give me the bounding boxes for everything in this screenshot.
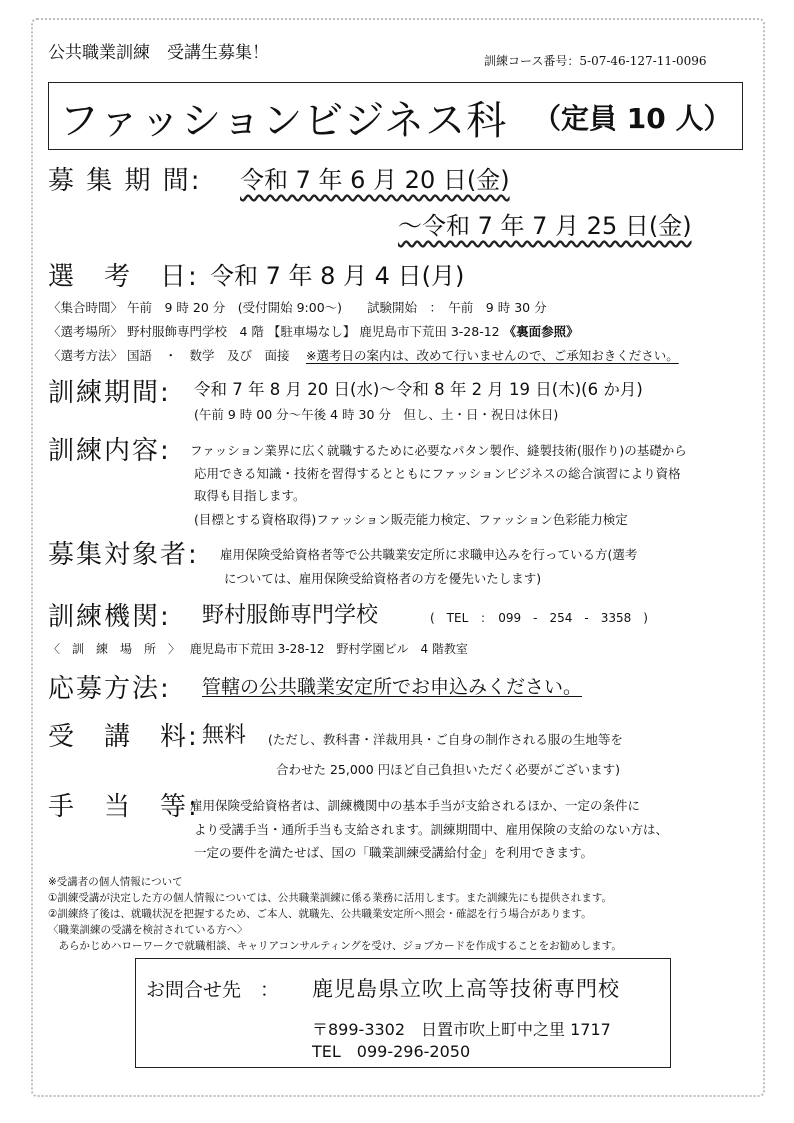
selection-date: 令和 7 年 8 月 4 日(月) (210, 262, 465, 290)
allowance-line: 一定の要件を満たせば、国の「職業訓練受講給付金」を利用できます。 (194, 845, 594, 860)
selection-method (48, 346, 679, 364)
allowance-line: より受講手当・通所手当も支給されます。訓練期間中、雇用保険の支給のない方は、 (194, 822, 669, 837)
institution-label: 訓練機関: (48, 602, 171, 632)
allowance-line: 雇用保険受給資格者は、訓練機関中の基本手当が支給されるほか、一定の条件に (190, 798, 641, 813)
advice-note: あらかじめハローワークで就職相談、キャリアコンサルティングを受け、ジョブカードを作成することをお勧めします。 (48, 940, 622, 952)
selection-place (48, 322, 579, 340)
recruit-period-end: ～令和 7 年 7 月 25 日(金) (398, 212, 692, 240)
contact-tel: TEL 099-296-2050 (312, 1042, 471, 1061)
fee-label: 受 講 料: (48, 722, 199, 752)
meeting-time: 〈集合時間〉 午前 9 時 20 分 (受付開始 9:00～) 試験開始 ： 午前 9 時 30 分 (48, 300, 547, 315)
recruit-period-label: 募 集 期 間: (48, 166, 202, 196)
target-qualifications: (目標とする資格取得)ファッション販売能力検定、ファッション色彩能力検定 (194, 512, 628, 527)
course-title: ファッションビジネス科 (59, 98, 508, 144)
training-content-line: ファッション業界に広く就職するために必要なパタン製作、縫製技術(服作り)の基礎から (190, 443, 687, 458)
privacy-note: ②訓練終了後は、就職状況を把握するため、ご本人、就職先、公共職業安定所へ照会・確認を行う場合があります。 (48, 908, 592, 920)
contact-address: 〒899-3302 日置市吹上町中之里 1717 (312, 1020, 611, 1039)
see-back-note: 《裏面参照》 (503, 324, 579, 339)
contact-label: お問合せ先 ： (146, 979, 280, 1001)
fee-note: 合わせた 25,000 円ほど自己負担いただく必要がございます) (276, 762, 621, 777)
fee-value: 無料 (202, 723, 247, 748)
recruit-period-start: 令和 7 年 6 月 20 日(金) (240, 166, 510, 194)
training-hours: (午前 9 時 00 分～午後 4 時 30 分 但し、土・日・祝日は休日) (194, 407, 559, 422)
target-line: 雇用保険受給資格者等で公共職業安定所に求職申込みを行っている方(選考 (220, 547, 638, 562)
selection-place-text: 〈選考場所〉 野村服飾専門学校 4 階 【駐車場なし】 鹿児島市下荒田 3-28-12 (48, 324, 500, 339)
selection-method-text: 〈選考方法〉 国語 ・ 数学 及び 面接 (48, 348, 302, 363)
institution-tel: ( TEL ： 099 - 254 - 3358 ) (430, 611, 648, 625)
contact-box (135, 958, 671, 1068)
contact-school: 鹿児島県立吹上高等技術専門校 (312, 977, 620, 1001)
training-content-line: 取得も目指します。 (194, 488, 306, 503)
target-label: 募集対象者: (48, 540, 199, 570)
training-period: 令和 7 年 8 月 20 日(水)～令和 8 年 2 月 19 日(木)(6 か月) (194, 380, 643, 399)
privacy-note-heading: ※受講者の個人情報について (48, 876, 183, 888)
apply-method: 管轄の公共職業安定所でお申込みください。 (202, 676, 583, 698)
training-period-label: 訓練期間: (48, 378, 171, 408)
title-box (48, 82, 743, 150)
fee-note: (ただし、教科書・洋裁用具・ご自身の制作される服の生地等を (268, 732, 623, 747)
allowance-label: 手 当 等: (48, 792, 199, 822)
advice-heading: 〈職業訓練の受講を検討されている方へ〉 (48, 924, 248, 936)
training-content-line: 応用できる知識・技術を習得するとともにファッションビジネスの総合演習により資格 (194, 466, 681, 481)
selection-date-label: 選 考 日: (48, 262, 199, 292)
course-number: 訓練コース番号：5-07-46-127-11-0096 (484, 54, 707, 68)
recruit-banner: 公共職業訓練 受講生募集！ (48, 43, 269, 63)
privacy-note: ①訓練受講が決定した方の個人情報については、公共職業訓練に係る業務に活用します。また訓練先にも提供されます。 (48, 892, 613, 904)
training-content-label: 訓練内容: (48, 436, 171, 466)
institution-name: 野村服飾専門学校 (202, 603, 379, 628)
training-place: 〈 訓 練 場 所 〉 鹿児島市下荒田 3-28-12 野村学園ビル 4 階教室 (48, 642, 468, 656)
target-line: については、雇用保険受給資格者の方を優先いたします) (224, 571, 542, 586)
selection-notice: ※選考日の案内は、改めて行いませんので、ご承知おきください。 (305, 348, 679, 363)
capacity: （定員 10 人） (533, 102, 732, 135)
apply-method-label: 応募方法: (48, 674, 171, 704)
